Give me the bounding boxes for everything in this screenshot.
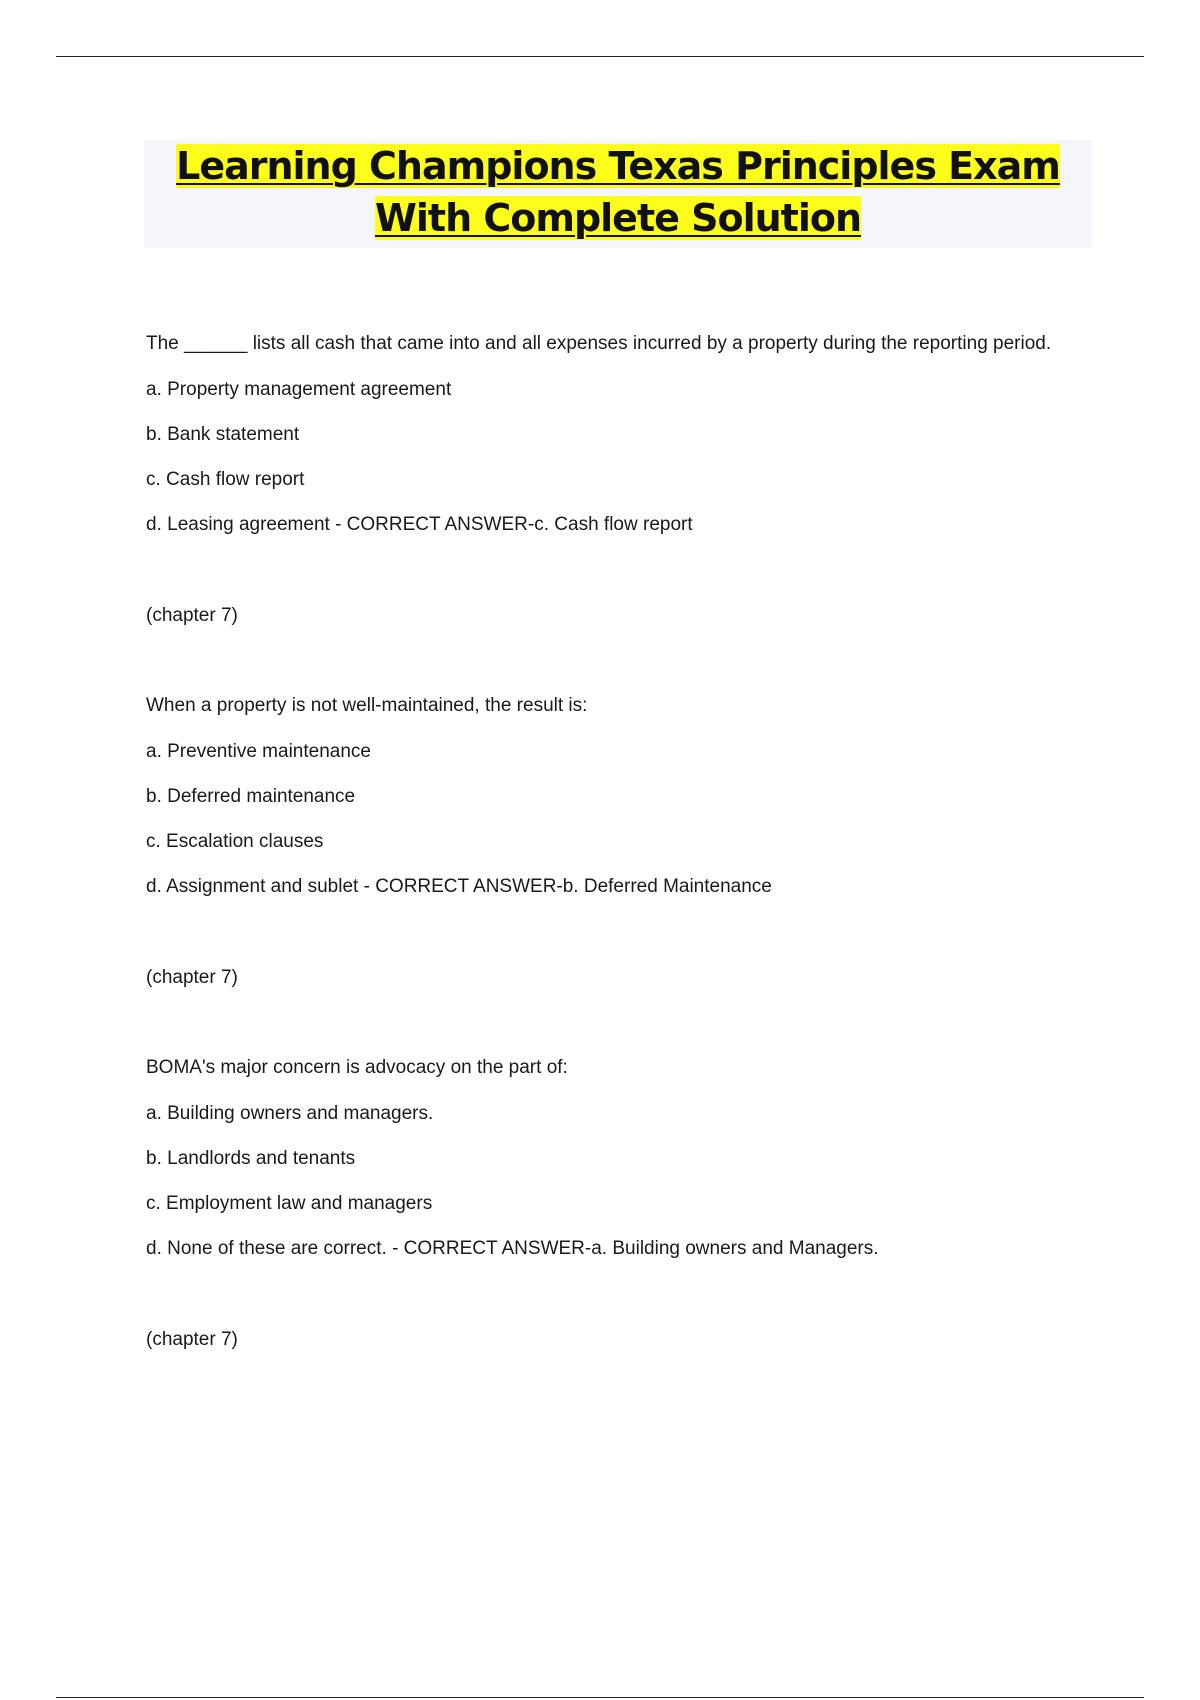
top-rule [56,56,1144,57]
answer-option-b: b. Bank statement [146,424,300,445]
answer-option-c: c. Cash flow report [146,469,305,490]
question-prompt: The ______ lists all cash that came into and all expenses incurred by a property during the reporting period. [146,333,1052,354]
chapter-reference: (chapter 7) [146,1329,238,1350]
document-title-line-2: With Complete Solution [374,196,862,240]
answer-option-d: d. None of these are correct. - CORRECT ANSWER-a. Building owners and Managers. [146,1238,879,1259]
answer-option-c: c. Employment law and managers [146,1193,433,1214]
question-block-1 [146,330,1066,630]
document-title-line-1: Learning Champions Texas Principles Exam [176,144,1060,188]
question-list [146,330,1066,1416]
bottom-rule [56,1697,1144,1698]
question-prompt: When a property is not well-maintained, the result is: [146,695,588,716]
answer-option-d: d. Leasing agreement - CORRECT ANSWER-c. Cash flow report [146,514,693,535]
answer-option-c: c. Escalation clauses [146,831,324,852]
title-row-1 [144,140,1092,192]
answer-option-b: b. Landlords and tenants [146,1148,356,1169]
answer-option-b: b. Deferred maintenance [146,786,356,807]
document-title-block [144,140,1092,248]
answer-option-a: a. Preventive maintenance [146,741,371,762]
chapter-reference: (chapter 7) [146,967,238,988]
answer-option-a: a. Building owners and managers. [146,1103,434,1124]
chapter-reference: (chapter 7) [146,605,238,626]
answer-option-a: a. Property management agreement [146,379,452,400]
question-block-3 [146,1054,1066,1354]
question-block-2 [146,692,1066,992]
answer-option-d: d. Assignment and sublet - CORRECT ANSWER-b. Deferred Maintenance [146,876,772,897]
title-row-2 [144,192,1092,244]
question-prompt: BOMA's major concern is advocacy on the part of: [146,1057,568,1078]
